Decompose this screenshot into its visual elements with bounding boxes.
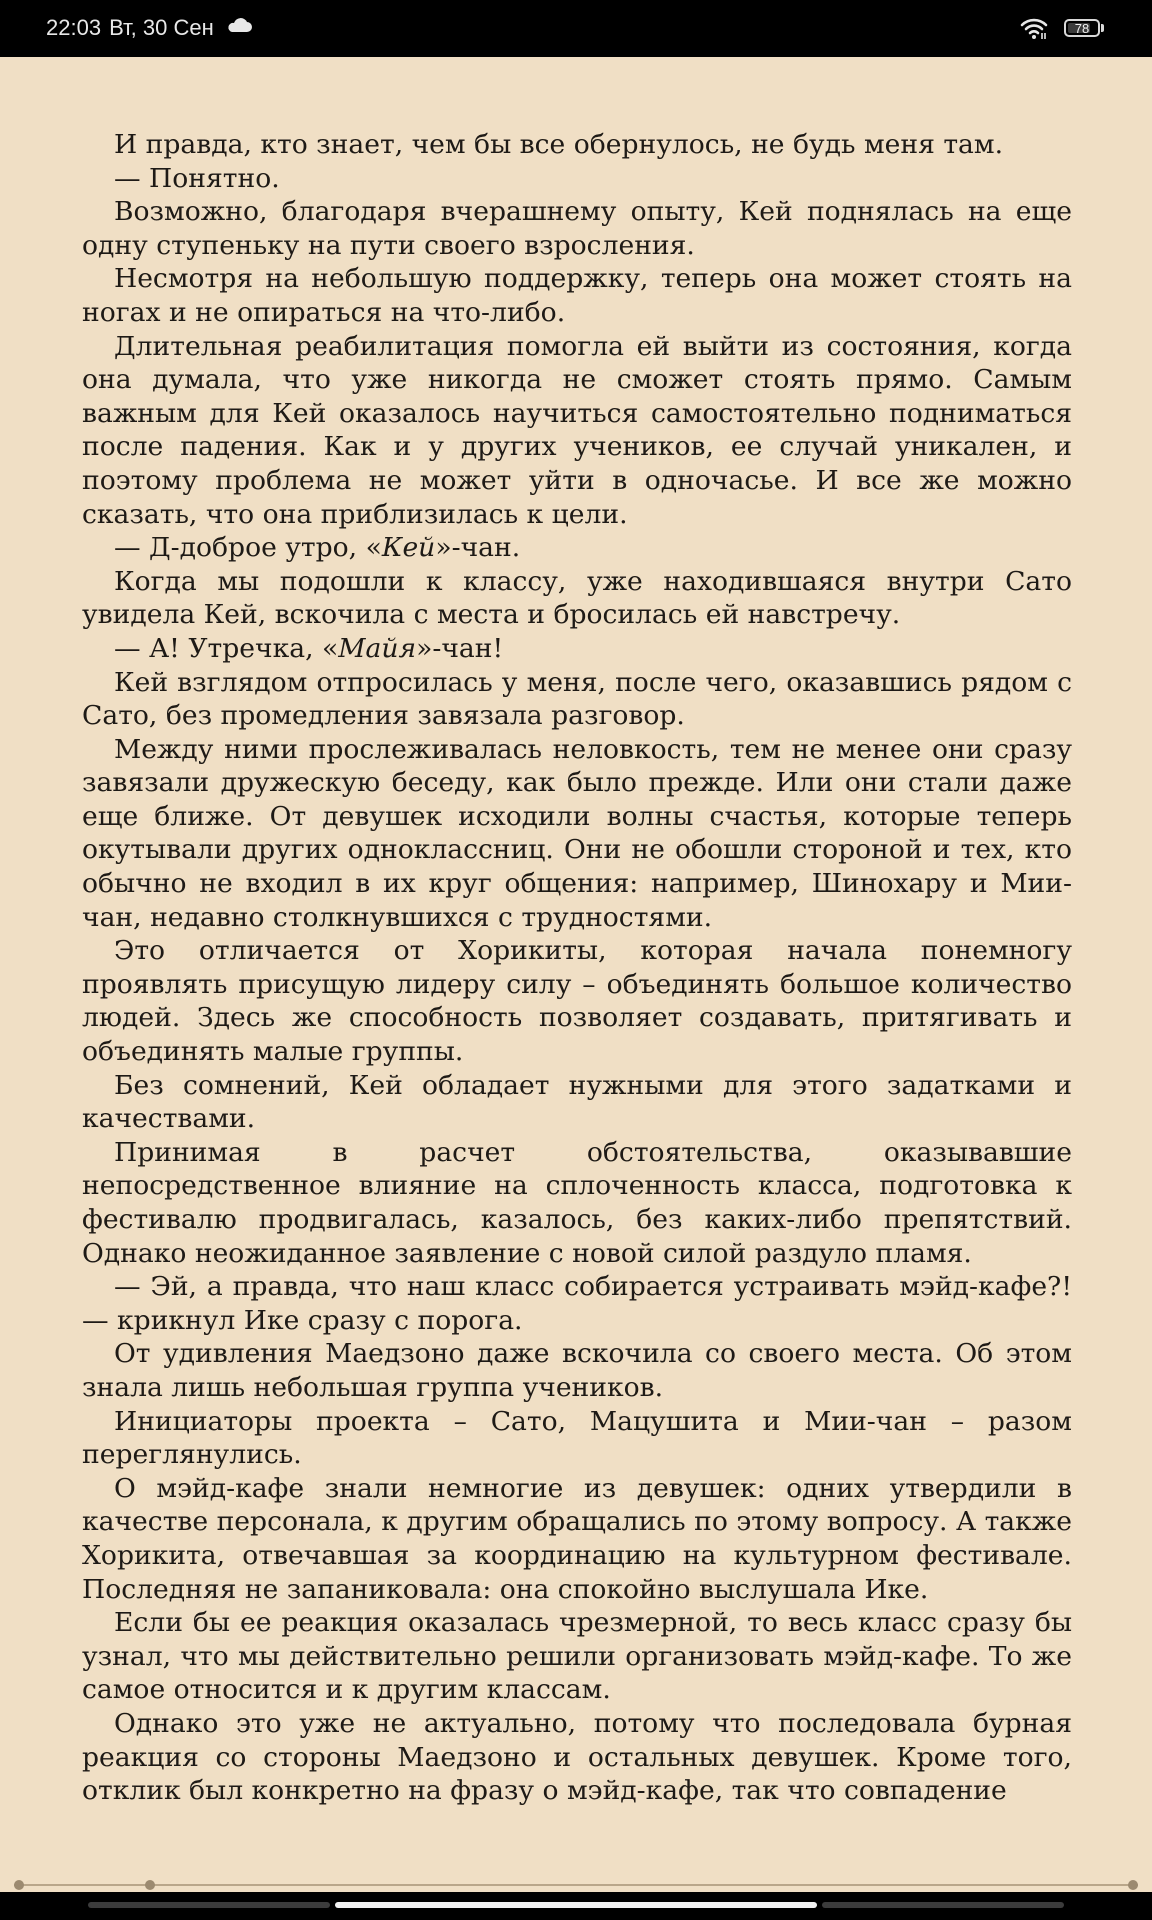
paragraph: Инициаторы проекта – Сато, Мацушита и Мии-чан – разом переглянулись. [82, 1405, 1072, 1471]
paragraph: Несмотря на небольшую поддержку, теперь она может стоять на ногах и не опираться на что-либо. [82, 263, 1072, 328]
paragraph: Когда мы подошли к классу, уже находившаяся внутри Сато увидела Кей, вскочила с места и бросилась ей навстречу. [82, 565, 1072, 631]
nav-segment-left [88, 1902, 330, 1908]
cloud-icon [226, 17, 252, 33]
battery-cap [1101, 24, 1104, 32]
paragraph: Длительная реабилитация помогла ей выйти из состояния, когда она думала, что уже никогда не сможет стоять прямо. Самым важным для Кей оказалось научиться самостоятельно подниматься после падения. Как и у других учеников, ее случай уникален, и поэтому проблема не может уйти в одночасье. И все же можно сказать, что она приблизилась к цели. [82, 330, 1072, 530]
paragraph: Это отличается от Хорикиты, которая начала понемногу проявлять присущую лидеру силу – объединять большое количество людей. Здесь же способность позволяет создавать, притягивать и объединять малые группы. [82, 935, 1072, 1068]
scrubber-thumb[interactable] [145, 1880, 155, 1890]
battery-level: 78 [1074, 20, 1090, 36]
clock: 22:03 [46, 15, 102, 40]
paragraph: Между ними прослеживалась неловкость, тем не менее они сразу завязали дружескую беседу, как было прежде. Или они стали даже еще ближе. От девушек исходили волны счастья, которые теперь окутывали других одноклассниц. Они не обошли стороной и тех, кто обычно не входил в их круг общения: например, Шинохару и Мии-чан, недавно столкнувшихся с трудностями. [82, 733, 1072, 933]
paragraph: И правда, кто знает, чем бы все обернулось, не будь меня там. [114, 129, 1004, 160]
paragraph: — А! Утречка, «Майя»-чан! [114, 632, 504, 664]
date: Вт, 30 Сен [109, 15, 214, 40]
wifi-icon [1020, 16, 1050, 40]
scrubber-start-marker [14, 1880, 24, 1890]
paragraph: Без сомнений, Кей обладает нужными для этого задатками и качествами. [82, 1069, 1072, 1135]
home-gesture-handle[interactable] [335, 1902, 817, 1908]
status-left [46, 14, 252, 42]
paragraph: — Эй, а правда, что наш класс собирается устраивать мэйд-кафе?! — крикнул Ике сразу с порога. [82, 1271, 1072, 1336]
paragraph: Однако это уже не актуально, потому что последовала бурная реакция со стороны Маедзоно и остальных девушек. Кроме того, отклик был конкретно на фразу о мэйд-кафе, так что совпадение [82, 1707, 1072, 1807]
paragraph: — Понятно. [114, 162, 280, 194]
paragraph: Возможно, благодаря вчерашнему опыту, Кей поднялась на еще одну ступеньку на пути своего взросления. [82, 196, 1072, 261]
battery-indicator [1064, 19, 1100, 37]
scrubber-track[interactable] [14, 1884, 1138, 1886]
chapter-progress-scrubber[interactable] [14, 1880, 1138, 1890]
nav-segment-right [822, 1902, 1064, 1908]
paragraph: — Д-доброе утро, «Кей»-чан. [114, 532, 521, 564]
paragraph: О мэйд-кафе знали немногие из девушек: одних утвердили в качестве персонала, к другим обращались по этому вопросу. А также Хорикита, отвечавшая за координацию на культурном фестивале. Последняя не запаниковала: она спокойно выслушала Ике. [82, 1472, 1072, 1605]
scrubber-end-marker [1128, 1880, 1138, 1890]
system-nav-bar [0, 1892, 1152, 1920]
paragraph: Если бы ее реакция оказалась чрезмерной, то весь класс сразу бы узнал, что мы действительно решили организовать мэйд-кафе. То же самое относится и к другим классам. [82, 1607, 1072, 1706]
paragraph: Кей взглядом отпросилась у меня, после чего, оказавшись рядом с Сато, без промедления завязала разговор. [82, 666, 1072, 732]
status-bar [0, 0, 1152, 57]
reader-page[interactable] [82, 128, 1072, 1808]
status-right [1020, 16, 1104, 40]
paragraph: Принимая в расчет обстоятельства, оказывавшие непосредственное влияние на сплоченность класса, подготовка к фестивалю продвигалась, казалось, без каких-либо препятствий. Однако неожиданное заявление с новой силой раздуло пламя. [82, 1136, 1072, 1269]
paragraph: От удивления Маедзоно даже вскочила со своего места. Об этом знала лишь небольшая группа учеников. [82, 1338, 1072, 1403]
